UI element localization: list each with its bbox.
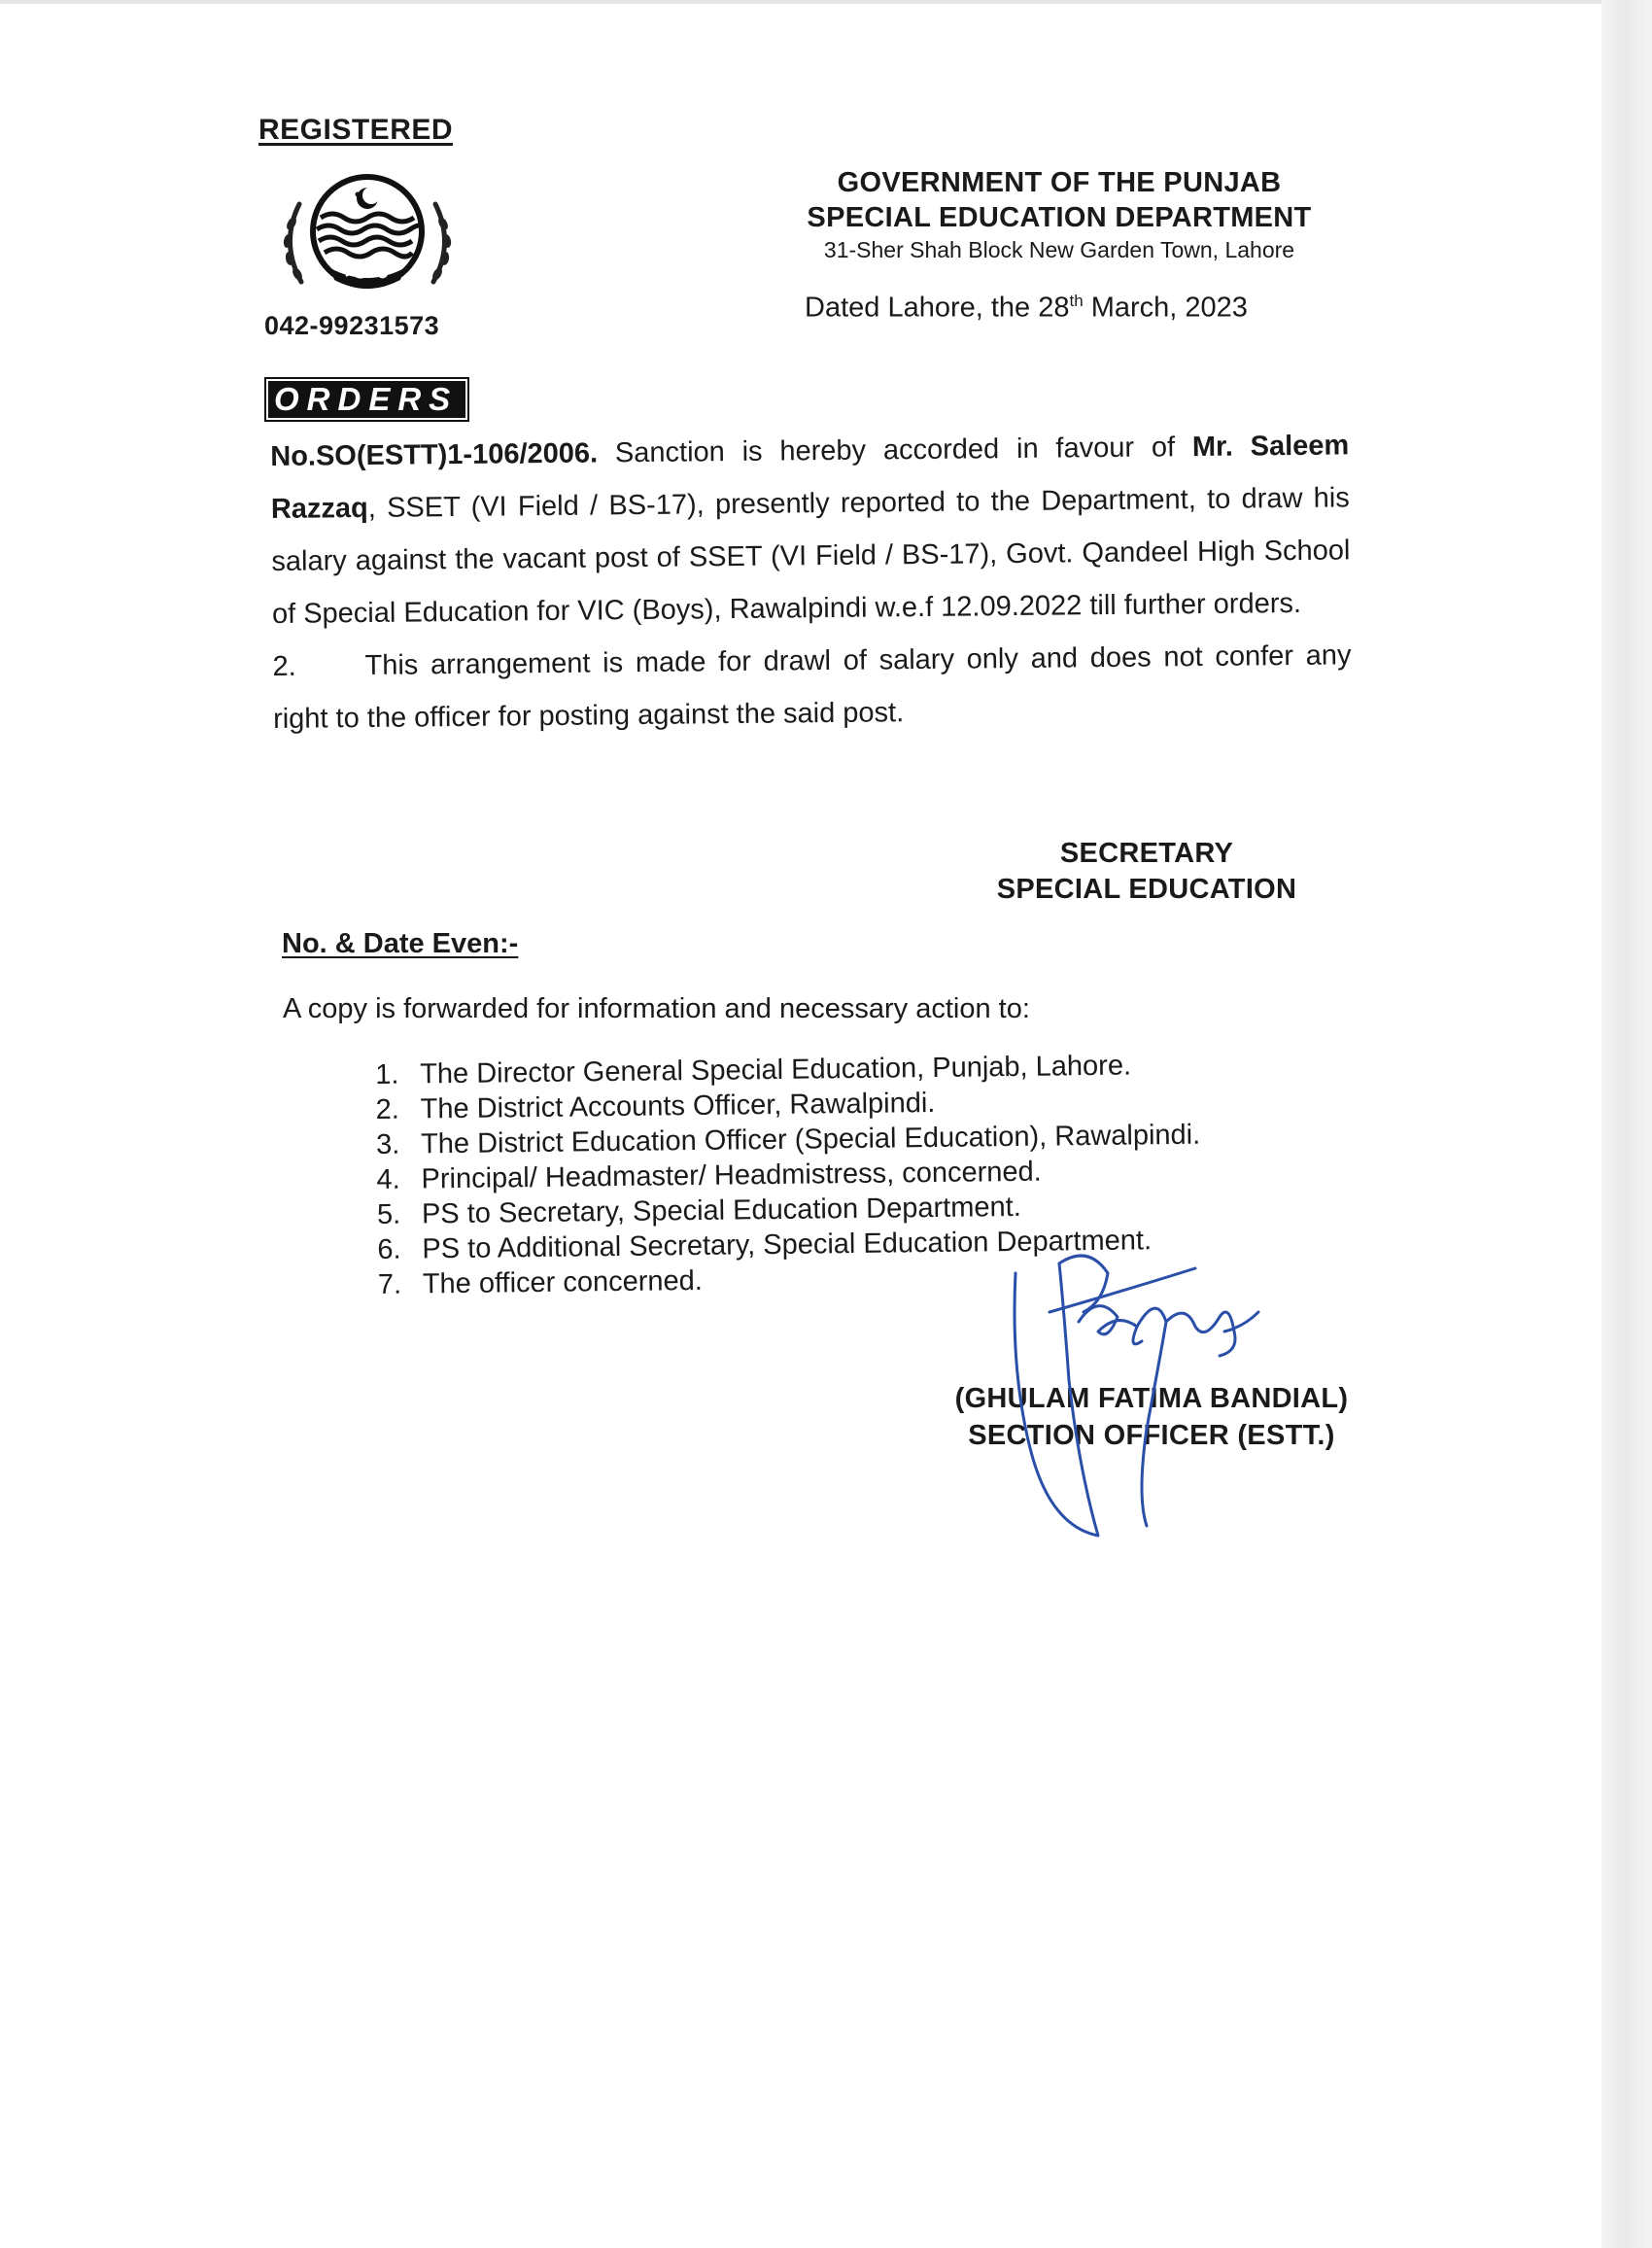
registered-label: REGISTERED: [258, 114, 454, 146]
scan-right-edge: [1601, 0, 1652, 2248]
list-item-text: PS to Additional Secretary, Special Education Department.: [422, 1225, 1153, 1265]
dated-ordinal: th: [1069, 292, 1084, 310]
order-body: [270, 419, 1352, 745]
department-header: [758, 165, 1360, 264]
list-item-number: 7.: [377, 1268, 402, 1300]
list-item-number: 1.: [375, 1058, 399, 1090]
list-item-number: 4.: [376, 1163, 400, 1195]
orders-label: ORDERS: [264, 377, 469, 422]
order-number: No.SO(ESTT)1-106/2006.: [270, 437, 599, 472]
list-item-text: The District Accounts Officer, Rawalpindi.: [420, 1087, 936, 1125]
list-item-number: 6.: [377, 1233, 401, 1265]
list-item-number: 2.: [375, 1093, 400, 1125]
dated-prefix: Dated Lahore, the 28: [805, 292, 1070, 324]
forward-text: A copy is forwarded for information and necessary action to:: [283, 993, 1030, 1024]
list-item-text: The officer concerned.: [422, 1264, 704, 1300]
officer-name: Mr. Saleem Razzaq: [270, 430, 1350, 525]
order-paragraph-2: [272, 629, 1352, 745]
para1-text-a: Sanction is hereby accorded in favour of: [597, 432, 1193, 469]
secretary-line2: SPECIAL EDUCATION: [996, 874, 1297, 905]
para1-text-b: , SSET (VI Field / BS-17), presently reported to the Department, to draw his salary against the vacant post of SSET (VI Field / BS-17), Govt. Qandeel High School of Special Education for VIC (Boys), Rawalpindi w.e.f 12.09.2022 till further orders.: [271, 482, 1351, 630]
dated-suffix: March, 2023: [1083, 292, 1248, 324]
punjab-emblem-icon: [270, 156, 465, 311]
para2-text: This arrangement is made for drawl of salary only and does not confer any right to the officer for posting against the said post.: [272, 640, 1352, 735]
secretary-block: [962, 836, 1331, 908]
signatory-designation: SECTION OFFICER (ESTT.): [968, 1420, 1335, 1451]
list-item-text: Principal/ Headmaster/ Headmistress, concerned.: [421, 1156, 1042, 1195]
handwritten-signature: [991, 1234, 1283, 1555]
list-item-number: 3.: [375, 1128, 400, 1160]
department-title: SPECIAL EDUCATION DEPARTMENT: [807, 202, 1312, 233]
list-item-number: 5.: [376, 1198, 401, 1230]
phone-number: 042-99231573: [264, 311, 440, 340]
dated-line: [805, 292, 1248, 325]
list-item-text: PS to Secretary, Special Education Department.: [421, 1191, 1021, 1230]
list-item-text: The Director General Special Education, Punjab, Lahore.: [420, 1050, 1132, 1090]
secretary-line1: SECRETARY: [1059, 838, 1234, 869]
para2-number: 2.: [272, 650, 296, 682]
department-address: 31-Sher Shah Block New Garden Town, Lahore: [823, 237, 1295, 262]
government-title: GOVERNMENT OF THE PUNJAB: [837, 167, 1282, 198]
order-paragraph-1: [270, 419, 1351, 640]
date-even-heading: No. & Date Even:-: [282, 928, 519, 959]
signatory-name: (GHULAM FATIMA BANDIAL): [954, 1383, 1349, 1414]
list-item-text: The District Education Officer (Special Education), Rawalpindi.: [420, 1119, 1201, 1160]
scan-top-edge: [0, 0, 1652, 4]
